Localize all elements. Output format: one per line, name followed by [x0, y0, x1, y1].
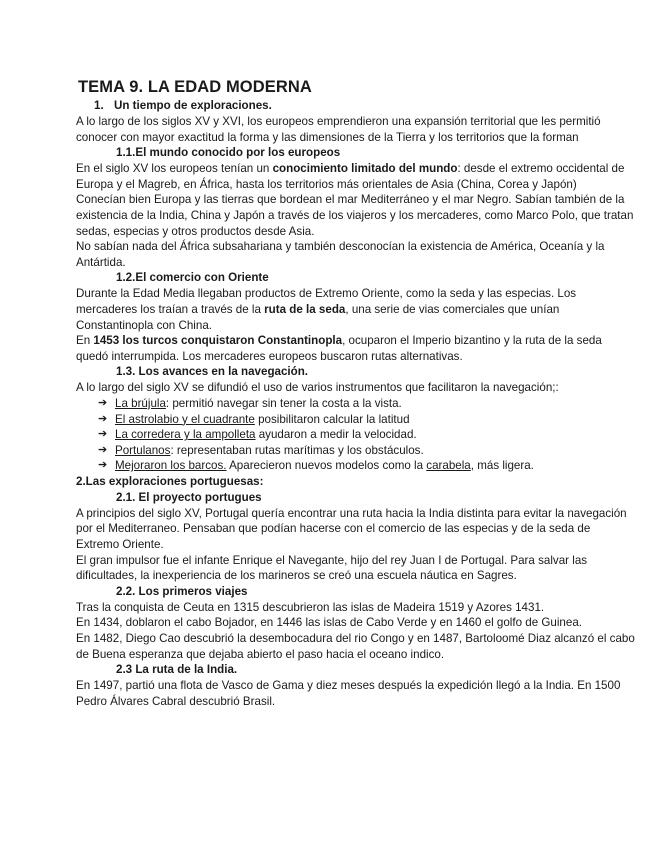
text-run: Aparecieron nuevos modelos como la [226, 459, 427, 473]
text-run: : representaban rutas marítimas y los obstáculos. [170, 443, 424, 457]
section-1-number: 1. [94, 99, 104, 112]
text-run: ayudaron a medir la velocidad. [255, 428, 417, 442]
section-2-heading: 2.Las exploraciones portuguesas: [76, 474, 264, 488]
underlined-text: La corredera y la ampolleta [115, 428, 256, 442]
section-1-heading-text: Un tiempo de exploraciones. [114, 99, 272, 112]
section-2-2-paragraph-3: En 1482, Diego Cao descubrió la desembocadura del rio Congo y en 1487, Bartoloomé Diaz alcanzó el cabo de Buena esperanza que dejaba abierto el paso hacia el oceano indico. [76, 632, 635, 661]
section-2-3-paragraph-1: En 1497, partió una flota de Vasco de Gama y diez meses después la expedición llegó a la India. En 1500 Pedro Álvares Cabral descubrió Brasil. [76, 679, 621, 708]
instruments-list [76, 396, 636, 474]
list-item [98, 458, 636, 474]
text-run: , una serie de vias comerciales que unían Constantinopla con China. [76, 302, 560, 332]
list-item [98, 412, 636, 428]
document-page [76, 78, 636, 709]
section-2-1-paragraph-1: A principios del siglo XV, Portugal quería encontrar una ruta hacia la India distinta para evitar la navegación por el Mediterraneo. Pensaban que podían hacerse con el comercio de las especias y de la seda de Extremo Oriente. [76, 506, 627, 552]
text-run: : desde el extremo occidental de Europa y el Magreb, en África, hasta los territorios más orientales de Asia (China, Corea y Japón) [76, 162, 625, 191]
arrow-icon: ➔ [98, 412, 108, 425]
text-run: En el siglo XV los europeos tenían un [76, 162, 273, 176]
arrow-icon: ➔ [98, 443, 108, 456]
section-1-3-heading: 1.3. Los avances en la navegación. [116, 365, 309, 379]
section-2-1-paragraph-2: El gran impulsor fue el infante Enrique el Navegante, hijo del rey Juan I de Portugal. Para salvar las dificultades, la inexperiencia de los marineros se creó una escuela náutica en Sagres. [76, 553, 588, 583]
bold-text: conocimiento limitado del mundo [272, 162, 458, 176]
arrow-icon: ➔ [98, 428, 108, 441]
text-run: : permitió navegar sin tener la costa a la vista. [165, 396, 402, 410]
list-item [98, 427, 636, 443]
text-run: posibilitaron calcular la latitud [254, 412, 410, 426]
arrow-icon: ➔ [98, 459, 108, 472]
bold-text: ruta de la seda [264, 302, 346, 316]
section-2-2-paragraph-2: En 1434, doblaron el cabo Bojador, en 1446 las islas de Cabo Verde y en 1460 el golfo de Guinea. [76, 616, 582, 630]
underlined-text: El astrolabio y el cuadrante [115, 412, 255, 426]
text-run: Durante la Edad Media llegaban productos de Extremo Oriente, como la seda y las especias. Los mercaderes los traían a través de la [76, 287, 577, 316]
section-1-1-heading: 1.1.El mundo conocido por los europeos [116, 146, 341, 160]
section-1-1-paragraph-1 [76, 161, 636, 192]
section-1-intro: A lo largo de los siglos XV y XVI, los europeos emprendieron una expansión territorial que les permitió conocer con mayor exactitud la forma y las dimensiones de la Tierra y los territorios que la forman [76, 115, 601, 144]
section-2-1-heading: 2.1. El proyecto portugues [116, 490, 262, 504]
bold-text: 1453 los turcos conquistaron Constantinopla [93, 334, 343, 348]
list-item [98, 396, 636, 412]
section-1-2-heading: 1.2.El comercio con Oriente [116, 271, 269, 285]
section-1-2-paragraph-1 [76, 286, 636, 333]
section-2-2-heading: 2.2. Los primeros viajes [116, 584, 248, 598]
section-1-heading [94, 98, 636, 114]
text-run: , más ligera. [470, 459, 534, 473]
section-1-3-intro: A lo largo del siglo XV se difundió el uso de varios instrumentos que facilitaron la navegación;: [76, 381, 559, 395]
section-2-3-heading: 2.3 La ruta de la India. [116, 663, 238, 677]
list-item [98, 443, 636, 459]
document-title: TEMA 9. LA EDAD MODERNA [78, 78, 312, 96]
section-1-1-paragraph-3: No sabían nada del África subsahariana y también desconocían la existencia de América, Oceanía y la Antártida. [76, 240, 605, 269]
section-1-2-paragraph-2 [76, 333, 636, 364]
arrow-icon: ➔ [98, 396, 108, 409]
underlined-text: carabela [426, 459, 471, 473]
section-1-1-paragraph-2: Conecían bien Europa y las tierras que bordean el mar Mediterráneo y el mar Negro. Sabían también de la existencia de la India, China y Japón a través de los viajeros y los mercaderes, como Marco Polo, que tratan sedas, especias y otros productos desde Asia. [76, 193, 634, 238]
underlined-text: Mejoraron los barcos. [115, 459, 227, 473]
section-2-2-paragraph-1: Tras la conquista de Ceuta en 1315 descubrieron las islas de Madeira 1519 y Azores 1431. [76, 600, 545, 614]
underlined-text: Portulanos [115, 443, 171, 457]
text-run: , ocuparon el Imperio bizantino y la ruta de la seda quedó interrumpida. Los mercaderes europeos buscaron rutas alternativas. [76, 334, 602, 363]
text-run: En [76, 334, 94, 348]
underlined-text: La brújula [115, 396, 166, 410]
